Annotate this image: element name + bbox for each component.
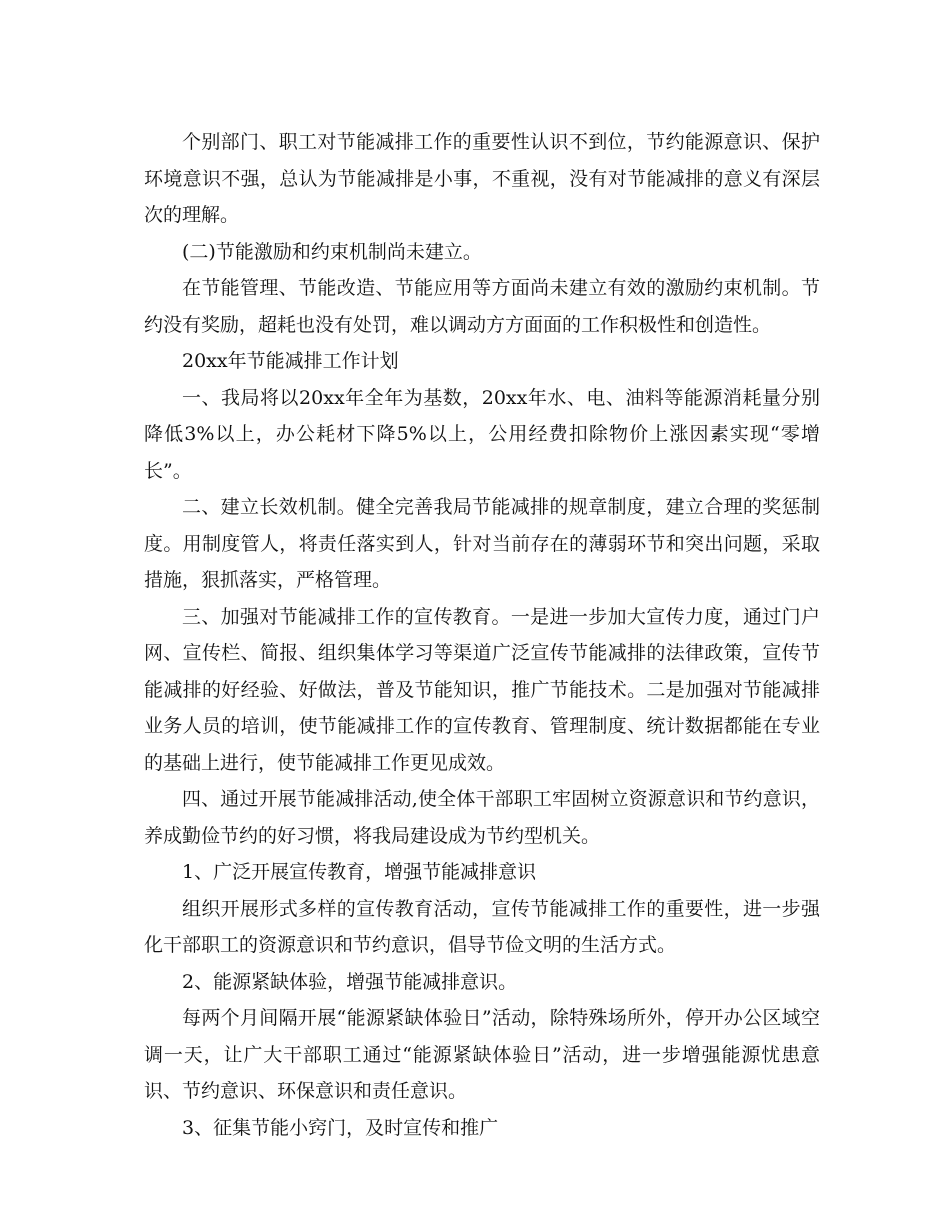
paragraph-3: 在节能管理、节能改造、节能应用等方面尚未建立有效的激励约束机制。节约没有奖励，超耗也没有处罚，难以调动方方面面的工作积极性和创造性。 xyxy=(144,277,820,336)
paragraph-8: 四、通过开展节能减排活动,使全体干部职工牢固树立资源意识和节约意识，养成勤俭节约的好习惯，将我局建设成为节约型机关。 xyxy=(144,788,820,847)
paragraph-2-heading: (二)节能激励和约束机制尚未建立。 xyxy=(182,240,482,263)
paragraph-9-heading: 1、广泛开展宣传教育，增强节能减排意识 xyxy=(182,861,537,883)
paragraph-13-heading: 3、征集节能小窍门，及时宣传和推广 xyxy=(182,1116,499,1139)
paragraph-1: 个别部门、职工对节能减排工作的重要性认识不到位，节约能源意识、保护环境意识不强，总认为节能减排是小事，不重视，没有对节能减排的意义有深层次的理解。 xyxy=(144,131,820,226)
paragraph-7: 三、加强对节能减排工作的宣传教育。一是进一步加大宣传力度，通过门户网、宣传栏、简报、组织集体学习等渠道广泛宣传节能减排的法律政策，宣传节能减排的好经验、好做法，普及节能知识，推广节能技术。二是加强对节能减排业务人员的培训，使节能减排工作的宣传教育、管理制度、统计数据都能在专业的基础上进行，使节能减排工作更见成效。 xyxy=(144,605,820,774)
paragraph-11-heading: 2、能源紧缺体验，增强节能减排意识。 xyxy=(182,970,518,993)
document-body xyxy=(144,124,820,1146)
paragraph-4-heading: 20xx年节能减排工作计划 xyxy=(182,350,399,372)
paragraph-5: 一、我局将以20xx年全年为基数，20xx年水、电、油料等能源消耗量分别降低3%以上，办公耗材下降5%以上，公用经费扣除物价上涨因素实现“零增长”。 xyxy=(144,386,820,482)
paragraph-10: 组织开展形式多样的宣传教育活动，宣传节能减排工作的重要性，进一步强化干部职工的资源意识和节约意识，倡导节俭文明的生活方式。 xyxy=(144,897,820,956)
paragraph-6: 二、建立长效机制。健全完善我局节能减排的规章制度，建立合理的奖惩制度。用制度管人，将责任落实到人，针对当前存在的薄弱环节和突出问题，采取措施，狠抓落实，严格管理。 xyxy=(144,496,820,591)
paragraph-12: 每两个月间隔开展“能源紧缺体验日”活动，除特殊场所外，停开办公区域空调一天，让广大干部职工通过“能源紧缺体验日”活动，进一步增强能源忧患意识、节约意识、环保意识和责任意识。 xyxy=(144,1007,820,1102)
